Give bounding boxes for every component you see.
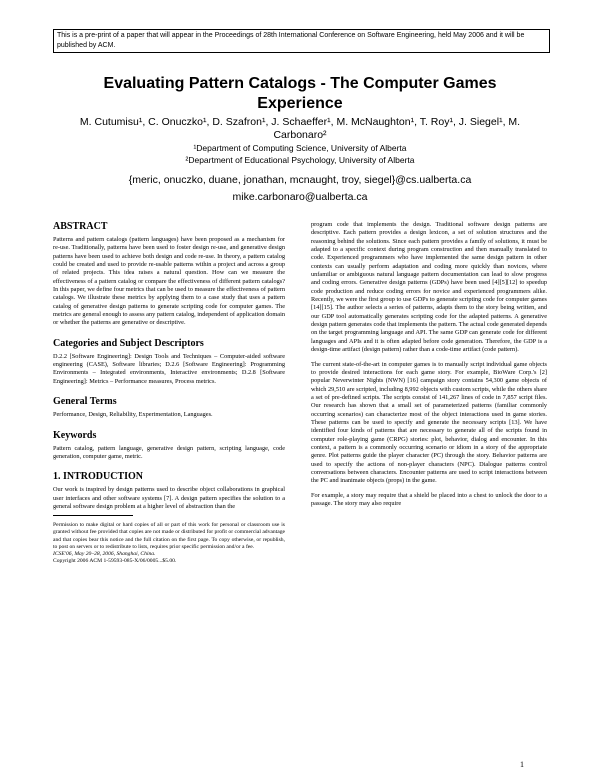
right-column [311, 221, 547, 508]
left-column [53, 221, 285, 565]
email-line-1: {meric, onuczko, duane, jonathan, mcnaught, troy, siegel}@cs.ualberta.ca [128, 174, 472, 186]
abstract-heading: ABSTRACT [53, 221, 108, 232]
abstract-text: Patterns and pattern catalogs (pattern languages) have been proposed as a mechanism for re-use. Traditionally, patterns have been used to foster design re-use, and generative design patterns have been used to achieve both design and code re-use. In theory, a pattern catalog could be created and used to provide re-usable patterns within a project and across a group of related projects. This idea raises a natural question. How can we measure the effectiveness of a pattern catalog or compare the effectiveness of different pattern catalogs? In this paper, we define four metrics that can be used to measure the effectiveness of pattern catalogs. We illustrate these metrics by applying them to a case study that uses a pattern catalog of generative design patterns to generate scripting code for computer games. The metrics are general enough to assess any pattern catalog, independent of application domain or whether the patterns are generative or descriptive. [53, 236, 285, 327]
conference-line: ICSE'06, May 20–28, 2006, Shanghai, China. [53, 551, 156, 558]
copyright-line: Copyright 2006 ACM 1-59593-085-X/06/0005...$5.00. [53, 558, 177, 565]
terms-heading: General Terms [53, 396, 117, 408]
permission-notice: Permission to make digital or hard copies of all or part of this work for personal or classroom use is granted without fee provided that copies are not made or distributed for profit or commercial advantage and that copies bear this notice and the full citation on the first page. To copy otherwise, or republish, to post on servers or to redistribute to lists, requires prior specific permission and/or a fee. [53, 522, 285, 550]
categories-heading: Categories and Subject Descriptors [53, 337, 204, 349]
introduction-heading: 1. INTRODUCTION [53, 471, 144, 483]
page-number: 1 [520, 760, 524, 769]
intro-paragraph-2: The current state-of-the-art in computer games is to manually script individual game objects to provide desired interactions for each game story. For example, BioWare Corp.'s [2] popular Neverwinter Nights (NWN) [16] campaign story contains 54,300 game objects of which 29,510 are scripted, including 8,992 objects with custom scripts, while the others share a set of pre-defined scripts. The scripts consist of 141,267 lines of code in 7,857 script files. Our research has shown that a small set of parameterized patterns (familiar commonly occurring scenarios) can characterize most of the object interactions used in game stories. These patterns can be used to specify and generate the necessary scripts [13]. We have identified four kinds of patterns that are necessary to generate all of the scripts found in computer role-playing game (CRPG) stories: plot, behavior, dialog and encounter. In this context, a pattern is a commonly occurring scenario or idiom in a story of the appropriate genre. Plot patterns guide the player character (PC) through the story. Behavior patterns are used to specify the actions of non-player characters (NPC). Dialogue patterns control conversations between characters. Encounter patterns are used to script interactions between the PC and inanimate objects (props) in the game. [311, 360, 547, 485]
author-list: M. Cutumisu¹, C. Onuczko¹, D. Szafron¹, J. Schaeffer¹, M. McNaughton¹, T. Roy¹, J. Siegel¹, M. Carbonaro² [79, 116, 521, 141]
intro-paragraph-3: For example, a story may require that a shield be placed into a chest to unlock the door to a passage. The story may also require [311, 491, 547, 507]
keywords-text: Pattern catalog, pattern language, generative design pattern, scripting language, code generation, computer game, metric. [53, 444, 285, 460]
paper-title: Evaluating Pattern Catalogs - The Computer Games Experience [103, 75, 497, 112]
categories-text: D.2.2 [Software Engineering]: Design Tools and Techniques – Computer-aided software engineering (CASE), Software libraries; D.2.6 [Software Engineering]: Programming Environments – Integrated environments, Interactive environments; D.2.8 [Software Engineering]: Metrics – Performance measures, Process metrics. [53, 352, 285, 385]
email-block [60, 172, 540, 206]
keywords-heading: Keywords [53, 429, 97, 441]
terms-text: Performance, Design, Reliability, Experimentation, Languages. [53, 411, 213, 419]
intro-paragraph-1: program code that implements the design. Traditional software design patterns are descriptive. Each pattern provides a design lexicon, a set of solution structures and the reasoning behind the solutions. Since each pattern provides a family of solutions, it must be adapted to a specific context during program construction and then manually translated to code. Experienced programmers who have implemented the same design pattern in other contexts can usually perform adaptation and coding more quickly than novices, where unfamiliar or ambiguous natural language pattern documentation can lead to slow progress and coding errors. Generative design patterns (GDPs) have been used [4][5][12] to speedup code production and reduce coding errors for novice and experienced programmers alike. Recently, we were the first group to use GDPs to generate scripting code for computer games [14][15]. The author selects a series of patterns, adapts them to the story being written, and our GDP tool automatically generates scripting code for the adapted patterns. A generative design pattern generates code that implements the pattern. The actual code generated depends on the target programming language and API. The same GDP can generate code for different languages and APIs and it is often adapted before code generation. Therefore, the GDP is a design-time artifact (design pattern) rather than a code-time artifact (code pattern). [311, 221, 547, 354]
preprint-notice: This is a pre-print of a paper that will appear in the Proceedings of 28th International Conference on Software Engineering, held May 2006 and it will be published by ACM. [53, 29, 550, 53]
email-line-2: mike.carbonaro@ualberta.ca [232, 191, 368, 203]
footnote-divider [53, 515, 133, 516]
affiliation-2: ²Department of Educational Psychology, University of Alberta [185, 155, 415, 165]
affiliation-1: ¹Department of Computing Science, University of Alberta [193, 143, 407, 153]
introduction-text: Our work is inspired by design patterns used to describe object collaborations in graphical user interfaces and other software systems [7]. A design pattern specifies the solution to a general software design problem at a higher level of abstraction than the [53, 486, 285, 510]
